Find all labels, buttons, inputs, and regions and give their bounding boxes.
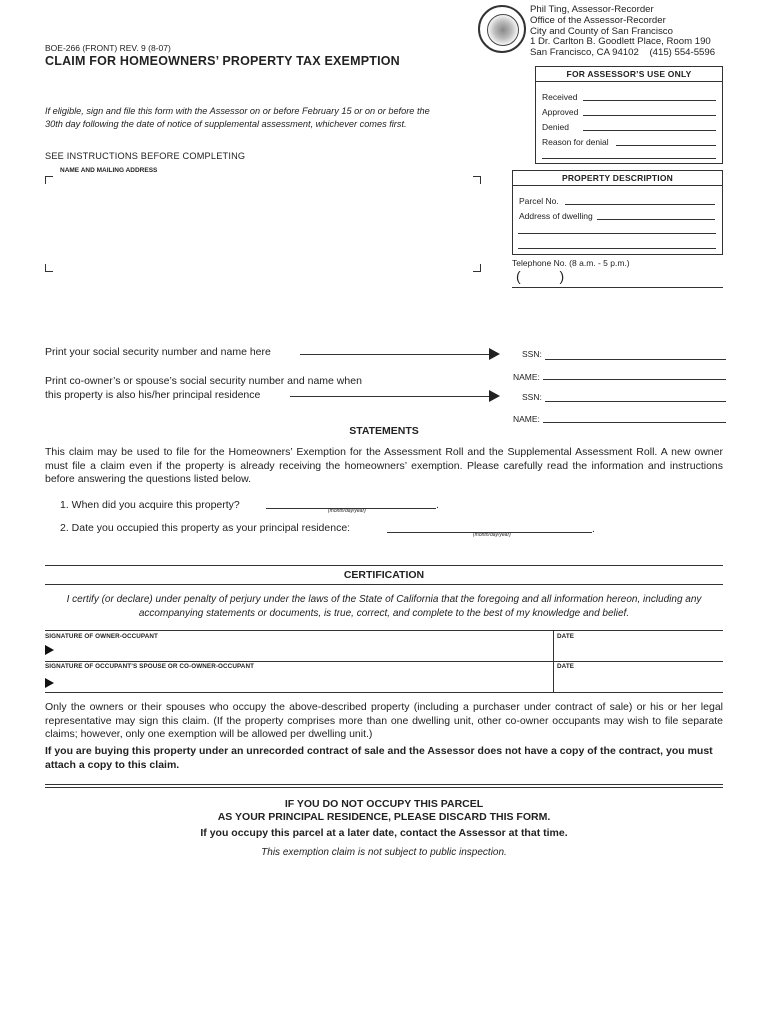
form-number: BOE-266 (FRONT) REV. 9 (8-07) [45,43,171,53]
divider [45,584,723,585]
denied-label: Denied [542,122,569,132]
reason-line-2[interactable] [542,158,716,159]
contract-note: If you are buying this property under an unrecorded contract of sale and the Assessor does not have a copy of the contract, you must attach a copy to this claim. [45,745,713,771]
owner-signature-field[interactable] [60,640,550,660]
see-instructions-note: SEE INSTRUCTIONS BEFORE COMPLETING [45,151,246,161]
question-1: 1. When did you acquire this property? [60,499,240,511]
divider [45,784,723,785]
arrow-line-2 [290,396,490,397]
assessor-use-box [535,66,723,164]
owner-signature-label: SIGNATURE OF OWNER-OCCUPANT [45,633,159,640]
ssn-field-2[interactable] [545,401,726,402]
divider [45,661,723,662]
office-line: San Francisco, CA 94102 (415) 554-5596 [530,47,716,59]
footer-line-1: IF YOU DO NOT OCCUPY THIS PARCEL [284,798,484,810]
arrow-line-1 [300,354,490,355]
office-address [530,5,715,59]
office-line: Office of the Assessor-Recorder [530,14,666,26]
address-corner-br [473,264,481,272]
address-corner-bl [45,264,53,272]
date-label-1: DATE [557,633,575,640]
address-corner-tl [45,176,53,184]
approved-label: Approved [542,107,579,117]
spouse-signature-field[interactable] [60,671,550,691]
ssn-instruction-2a: Print co-owner’s or spouse’s social security number and name when [45,375,362,387]
divider [45,692,723,693]
filing-instructions: If eligible, sign and file this form with the Assessor on or before February 15 or on or before the 30th day following the date of notice of supplemental assessment, whichever comes first. [45,106,430,129]
office-line: Phil Ting, Assessor-Recorder [530,4,654,15]
signature-column-divider [553,630,554,692]
signature-pointer-icon [45,645,54,655]
name-label-1: NAME: [513,372,540,382]
name-label-2: NAME: [513,414,540,424]
question-2: 2. Date you occupied this property as your principal residence: [60,522,351,534]
received-label: Received [542,92,578,102]
property-box-heading: PROPERTY DESCRIPTION [513,171,722,186]
denied-line[interactable] [583,130,716,131]
reason-line[interactable] [616,145,716,146]
arrow-right-icon [489,348,500,360]
telephone-parens: ( ) [516,268,565,284]
ssn-instruction-1: Print your social security number and name here [45,346,271,358]
spouse-signature-label: SIGNATURE OF OCCUPANT’S SPOUSE OR CO-OWNER-OCCUPANT [45,663,255,670]
q1-period: . [436,499,439,511]
city-county-seal-icon [478,5,526,53]
signature-pointer-icon [45,678,54,688]
date-label-2: DATE [557,663,575,670]
divider [45,630,723,631]
q1-date-hint: (month/day/year) [328,508,366,514]
arrow-right-icon [489,390,500,402]
address-corner-tr [473,176,481,184]
office-line: 1 Dr. Carlton B. Goodlett Place, Room 190 [530,36,711,48]
address-line-3[interactable] [518,248,716,249]
footer-line-4: This exemption claim is not subject to public inspection. [261,847,507,858]
certification-text: I certify (or declare) under penalty of perjury under the laws of the State of California that the foregoing and all information hereon, including any accompanying statements or documents, is true, correct, and complete to the best of my knowledge and belief. [66,594,702,619]
form-title: CLAIM FOR HOMEOWNERS’ PROPERTY TAX EXEMPTION [45,54,400,68]
footer-line-3: If you occupy this parcel at a later date, contact the Assessor at that time. [200,827,568,839]
name-field-2[interactable] [543,422,726,423]
owner-date-field[interactable] [558,640,722,660]
approved-line[interactable] [583,115,716,116]
q2-period: . [592,523,595,535]
spouse-date-field[interactable] [558,671,722,691]
footer-line-2: AS YOUR PRINCIPAL RESIDENCE, PLEASE DISCARD THIS FORM. [217,811,551,823]
assessor-box-heading: FOR ASSESSOR’S USE ONLY [536,67,722,82]
telephone-line[interactable] [512,287,723,288]
name-field-1[interactable] [543,379,726,380]
statements-heading: STATEMENTS [349,425,419,437]
ssn-field-1[interactable] [545,359,726,360]
reason-for-denial-label: Reason for denial [542,137,609,147]
divider [45,787,723,788]
telephone-label: Telephone No. (8 a.m. - 5 p.m.) [512,258,630,268]
owners-note: Only the owners or their spouses who occupy the above-described property (including a purchaser under contract of sale) or his or her legal representative may sign this claim. (If the property comprises more than one dwelling unit, other co-owner occupants may wish to file separate claims; however, only one exemption will be allowed per dwelling unit.) [45,701,723,741]
ssn-label-1: SSN: [522,349,542,359]
ssn-label-2: SSN: [522,392,542,402]
address-line-2[interactable] [518,233,716,234]
parcel-no-label: Parcel No. [519,196,559,206]
divider [45,565,723,566]
address-line-1[interactable] [597,219,715,220]
certification-heading: CERTIFICATION [343,569,425,581]
property-description-box [512,170,723,255]
address-label: Address of dwelling [519,211,593,221]
office-line: City and County of San Francisco [530,25,673,37]
received-line[interactable] [583,100,716,101]
ssn-instruction-2b: this property is also his/her principal residence [45,389,261,401]
statements-paragraph: This claim may be used to file for the Homeowners’ Exemption for the Assessment Roll and the Supplemental Assessment Roll. A new owner must file a claim even if the property is already receiving the homeowners’ exemption. Please carefully read the information and instructions before answering the questions listed below. [45,446,723,486]
q2-date-hint: (month/day/year) [473,532,511,538]
name-address-label: NAME AND MAILING ADDRESS [60,167,158,174]
parcel-no-line[interactable] [565,204,715,205]
